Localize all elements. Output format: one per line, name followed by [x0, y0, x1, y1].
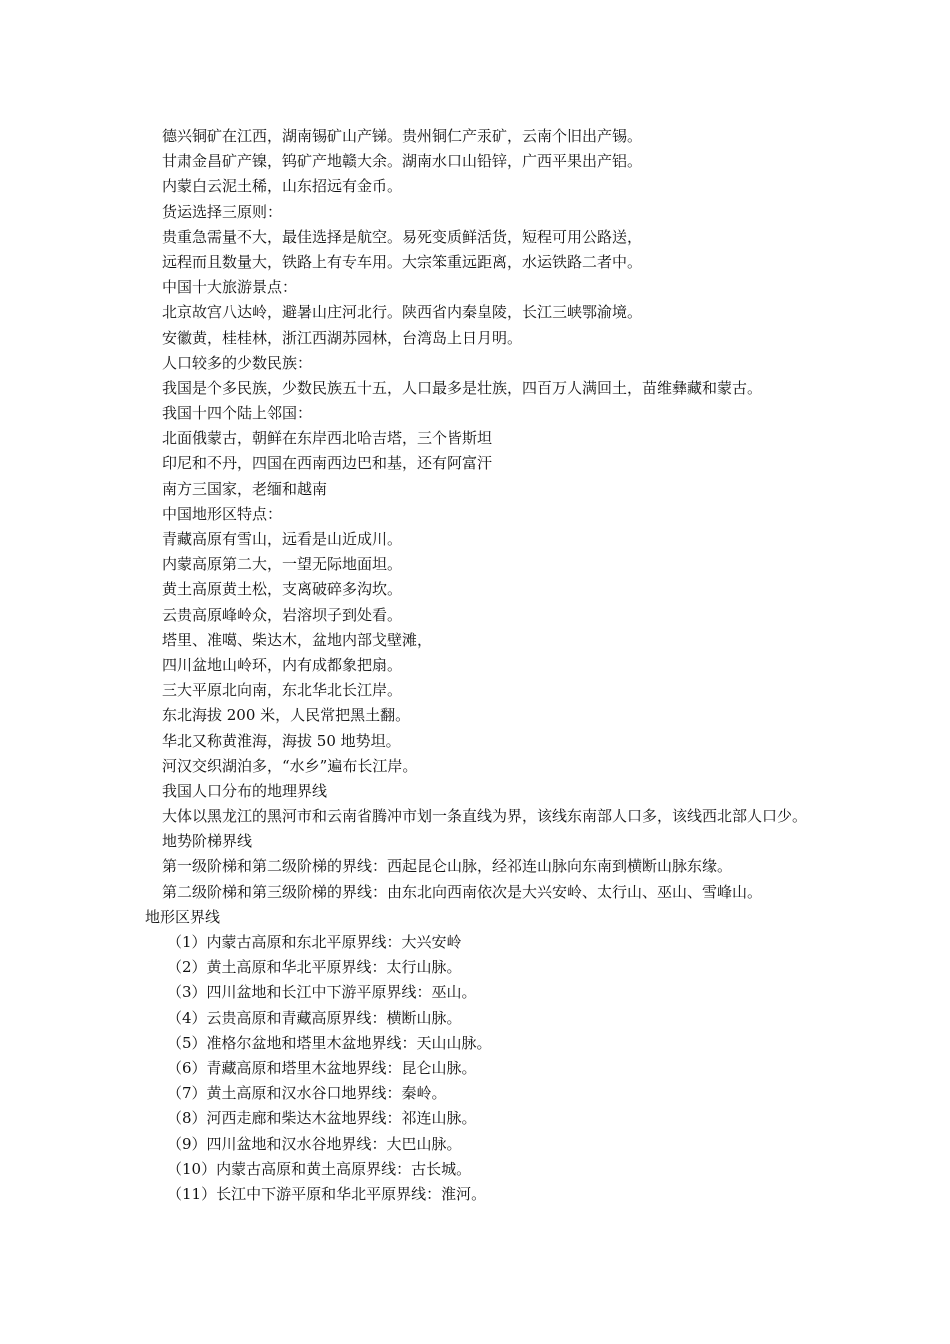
text-line: 第一级阶梯和第二级阶梯的界线：西起昆仑山脉，经祁连山脉向东南到横断山脉东缘。	[162, 857, 733, 876]
text-line: 黄土高原黄土松，支离破碎多沟坎。	[162, 580, 403, 599]
text-line: 三大平原北向南，东北华北长江岸。	[162, 681, 403, 700]
section-heading: 地势阶梯界线	[162, 832, 253, 851]
list-item: （5）准格尔盆地和塔里木盆地界线：天山山脉。	[167, 1033, 492, 1052]
section-heading: 我国十四个陆上邻国：	[162, 404, 313, 423]
list-item: （6）青藏高原和塔里木盆地界线：昆仑山脉。	[167, 1058, 477, 1077]
section-heading: 中国地形区特点：	[162, 504, 283, 523]
text-line: 四川盆地山岭环，内有成都象把扇。	[162, 655, 403, 674]
list-item: （11）长江中下游平原和华北平原界线：淮河。	[167, 1184, 487, 1203]
list-item: （9）四川盆地和汉水谷地界线：大巴山脉。	[167, 1134, 462, 1153]
list-item: （4）云贵高原和青藏高原界线：横断山脉。	[167, 1008, 462, 1027]
list-item: （10）内蒙古高原和黄土高原界线：古长城。	[167, 1159, 472, 1178]
section-heading: 我国人口分布的地理界线	[162, 781, 328, 800]
text-line: 北面俄蒙古，朝鲜在东岸西北哈吉塔，三个皆斯坦	[162, 429, 493, 448]
text-line: 青藏高原有雪山，远看是山近成川。	[162, 530, 403, 548]
list-item: （7）黄土高原和汉水谷口地界线：秦岭。	[167, 1084, 447, 1103]
text-line: 内蒙白云泥土稀，山东招远有金币。	[162, 177, 403, 196]
text-line: 德兴铜矿在江西，湖南锡矿山产锑。贵州铜仁产汞矿，云南个旧出产锡。	[162, 127, 643, 145]
paragraph: 大体以黑龙江的黑河市和云南省腾冲市划一条直线为界，该线东南部人口多，该线西北部人口少。	[162, 807, 808, 826]
text-line: 南方三国家，老缅和越南	[162, 479, 328, 498]
text-line: 我国是个多民族，少数民族五十五，人口最多是壮族，四百万人满回土，苗维彝藏和蒙古。	[162, 378, 763, 397]
text-line: 北京故宫八达岭，避暑山庄河北行。陕西省内秦皇陵，长江三峡鄂渝境。	[162, 303, 643, 322]
text-line: 内蒙高原第二大，一望无际地面坦。	[162, 555, 403, 574]
list-item: （2）黄土高原和华北平原界线：太行山脉。	[167, 958, 462, 977]
text-line: 印尼和不丹，四国在西南西边巴和基，还有阿富汗	[162, 454, 493, 473]
section-heading: 货运选择三原则：	[162, 202, 283, 221]
text-line: 远程而且数量大，铁路上有专车用。大宗笨重远距离，水运铁路二者中。	[162, 252, 643, 271]
list-item: （1）内蒙古高原和东北平原界线：大兴安岭	[167, 933, 462, 952]
text-line: 贵重急需量不大，最佳选择是航空。易死变质鲜活货，短程可用公路送，	[162, 227, 643, 246]
list-item: （8）河西走廊和柴达木盆地界线：祁连山脉。	[167, 1109, 477, 1128]
section-heading: 人口较多的少数民族：	[162, 353, 313, 372]
list-item: （3）四川盆地和长江中下游平原界线：巫山。	[167, 983, 477, 1002]
document-body	[145, 124, 820, 1207]
text-line: 东北海拔 200 米，人民常把黑土翻。	[162, 706, 411, 725]
text-line: 塔里、准噶、柴达木，盆地内部戈壁滩，	[162, 630, 433, 649]
text-line: 甘肃金昌矿产镍，钨矿产地赣大余。湖南水口山铅锌，广西平果出产铝。	[162, 152, 643, 171]
text-line: 第二级阶梯和第三级阶梯的界线：由东北向西南依次是大兴安岭、太行山、巫山、雪峰山。	[162, 882, 763, 901]
section-heading: 中国十大旅游景点：	[162, 278, 298, 297]
section-heading: 地形区界线	[145, 907, 221, 926]
text-line: 华北又称黄淮海，海拔 50 地势坦。	[162, 731, 401, 750]
text-line: 安徽黄，桂桂林，浙江西湖苏园林，台湾岛上日月明。	[162, 328, 523, 347]
text-line: 云贵高原峰岭众，岩溶坝子到处看。	[162, 605, 403, 624]
text-line: 河汉交织湖泊多，“水乡”遍布长江岸。	[162, 756, 418, 775]
